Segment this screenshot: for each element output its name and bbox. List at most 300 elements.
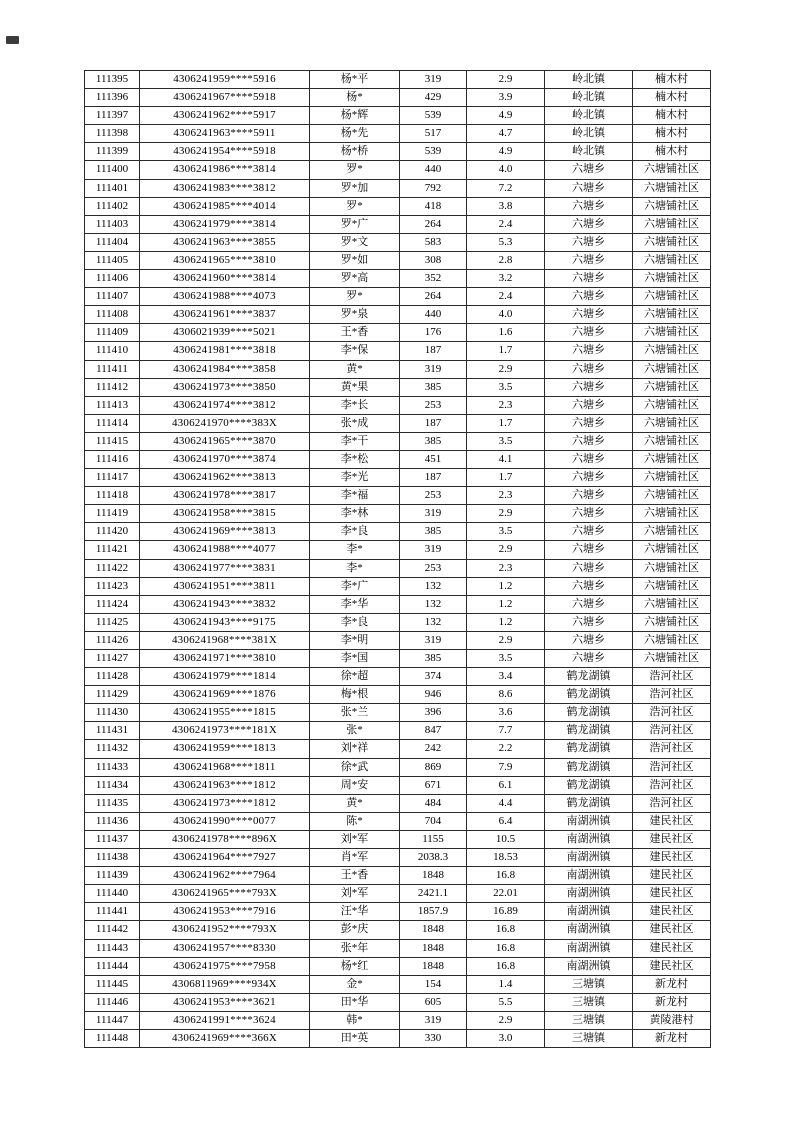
cell-name: 李* — [310, 541, 400, 559]
cell-name: 李*长 — [310, 396, 400, 414]
cell-name: 罗*如 — [310, 251, 400, 269]
cell-id-number: 4306241979****1814 — [140, 668, 310, 686]
table-row — [85, 722, 711, 740]
cell-amount: 319 — [400, 1011, 467, 1029]
cell-id-number: 4306241962****7964 — [140, 867, 310, 885]
table-row — [85, 505, 711, 523]
cell-town: 鹤龙湖镇 — [545, 686, 633, 704]
cell-serial-number: 111399 — [85, 143, 140, 161]
cell-town: 六塘乡 — [545, 288, 633, 306]
cell-rate: 4.4 — [467, 794, 545, 812]
cell-village: 六塘铺社区 — [633, 541, 711, 559]
cell-serial-number: 111423 — [85, 577, 140, 595]
cell-serial-number: 111448 — [85, 1029, 140, 1047]
cell-town: 鹤龙湖镇 — [545, 776, 633, 794]
cell-id-number: 4306241984****3858 — [140, 360, 310, 378]
cell-id-number: 4306241943****9175 — [140, 613, 310, 631]
cell-village: 六塘铺社区 — [633, 342, 711, 360]
cell-town: 六塘乡 — [545, 469, 633, 487]
cell-rate: 3.5 — [467, 432, 545, 450]
cell-village: 建民社区 — [633, 939, 711, 957]
cell-rate: 2.9 — [467, 631, 545, 649]
cell-rate: 3.5 — [467, 650, 545, 668]
cell-town: 南湖洲镇 — [545, 867, 633, 885]
cell-id-number: 4306241978****896X — [140, 830, 310, 848]
cell-serial-number: 111422 — [85, 559, 140, 577]
cell-town: 南湖洲镇 — [545, 885, 633, 903]
cell-town: 鹤龙湖镇 — [545, 722, 633, 740]
cell-name: 罗*高 — [310, 270, 400, 288]
cell-name: 韩* — [310, 1011, 400, 1029]
cell-serial-number: 111417 — [85, 469, 140, 487]
cell-id-number: 4306241954****5918 — [140, 143, 310, 161]
cell-serial-number: 111397 — [85, 107, 140, 125]
cell-town: 六塘乡 — [545, 523, 633, 541]
records-table-body — [85, 71, 711, 1048]
table-row — [85, 89, 711, 107]
table-row — [85, 396, 711, 414]
cell-rate: 8.6 — [467, 686, 545, 704]
cell-serial-number: 111436 — [85, 812, 140, 830]
cell-amount: 869 — [400, 758, 467, 776]
cell-rate: 2.3 — [467, 559, 545, 577]
cell-amount: 539 — [400, 143, 467, 161]
cell-id-number: 4306241965****3810 — [140, 251, 310, 269]
cell-serial-number: 111431 — [85, 722, 140, 740]
cell-name: 彭*庆 — [310, 921, 400, 939]
cell-id-number: 4306241963****3855 — [140, 233, 310, 251]
cell-rate: 3.5 — [467, 523, 545, 541]
cell-village: 六塘铺社区 — [633, 251, 711, 269]
cell-village: 建民社区 — [633, 849, 711, 867]
cell-rate: 4.9 — [467, 107, 545, 125]
cell-amount: 2421.1 — [400, 885, 467, 903]
cell-id-number: 4306241968****1811 — [140, 758, 310, 776]
cell-town: 六塘乡 — [545, 505, 633, 523]
cell-name: 张*兰 — [310, 704, 400, 722]
table-row — [85, 197, 711, 215]
cell-village: 六塘铺社区 — [633, 414, 711, 432]
cell-village: 建民社区 — [633, 957, 711, 975]
cell-name: 李*良 — [310, 523, 400, 541]
table-row — [85, 270, 711, 288]
table-row — [85, 740, 711, 758]
cell-village: 建民社区 — [633, 867, 711, 885]
cell-village: 建民社区 — [633, 921, 711, 939]
table-row — [85, 324, 711, 342]
cell-id-number: 4306241965****793X — [140, 885, 310, 903]
table-row — [85, 957, 711, 975]
cell-village: 新龙村 — [633, 975, 711, 993]
cell-amount: 319 — [400, 541, 467, 559]
cell-serial-number: 111441 — [85, 903, 140, 921]
cell-village: 六塘铺社区 — [633, 179, 711, 197]
cell-rate: 22.01 — [467, 885, 545, 903]
cell-village: 新龙村 — [633, 993, 711, 1011]
cell-town: 鹤龙湖镇 — [545, 704, 633, 722]
cell-amount: 330 — [400, 1029, 467, 1047]
cell-name: 李*光 — [310, 469, 400, 487]
cell-id-number: 4306241965****3870 — [140, 432, 310, 450]
table-row — [85, 867, 711, 885]
cell-town: 六塘乡 — [545, 324, 633, 342]
cell-town: 三塘镇 — [545, 975, 633, 993]
table-row — [85, 758, 711, 776]
cell-rate: 10.5 — [467, 830, 545, 848]
cell-village: 黄陵港村 — [633, 1011, 711, 1029]
table-row — [85, 233, 711, 251]
cell-village: 楠木村 — [633, 125, 711, 143]
cell-amount: 396 — [400, 704, 467, 722]
cell-rate: 1.2 — [467, 595, 545, 613]
cell-village: 六塘铺社区 — [633, 197, 711, 215]
cell-amount: 187 — [400, 469, 467, 487]
cell-rate: 2.3 — [467, 487, 545, 505]
cell-amount: 484 — [400, 794, 467, 812]
cell-rate: 2.8 — [467, 251, 545, 269]
cell-rate: 4.0 — [467, 161, 545, 179]
cell-amount: 187 — [400, 342, 467, 360]
cell-town: 六塘乡 — [545, 631, 633, 649]
cell-village: 六塘铺社区 — [633, 505, 711, 523]
cell-rate: 2.9 — [467, 505, 545, 523]
cell-village: 楠木村 — [633, 143, 711, 161]
cell-id-number: 4306241979****3814 — [140, 215, 310, 233]
table-row — [85, 450, 711, 468]
cell-village: 六塘铺社区 — [633, 360, 711, 378]
cell-id-number: 4306241967****5918 — [140, 89, 310, 107]
cell-id-number: 4306241969****366X — [140, 1029, 310, 1047]
cell-town: 六塘乡 — [545, 179, 633, 197]
cell-town: 六塘乡 — [545, 251, 633, 269]
cell-id-number: 4306241943****3832 — [140, 595, 310, 613]
table-row — [85, 107, 711, 125]
cell-rate: 5.3 — [467, 233, 545, 251]
cell-serial-number: 111439 — [85, 867, 140, 885]
table-row — [85, 215, 711, 233]
cell-id-number: 4306241963****5911 — [140, 125, 310, 143]
cell-id-number: 4306241969****3813 — [140, 523, 310, 541]
cell-amount: 253 — [400, 487, 467, 505]
cell-rate: 3.8 — [467, 197, 545, 215]
cell-serial-number: 111424 — [85, 595, 140, 613]
cell-name: 金* — [310, 975, 400, 993]
cell-id-number: 4306241959****1813 — [140, 740, 310, 758]
cell-town: 鹤龙湖镇 — [545, 794, 633, 812]
cell-village: 六塘铺社区 — [633, 215, 711, 233]
cell-id-number: 4306241970****3874 — [140, 450, 310, 468]
cell-town: 六塘乡 — [545, 613, 633, 631]
cell-village: 建民社区 — [633, 830, 711, 848]
cell-name: 李*国 — [310, 650, 400, 668]
cell-serial-number: 111429 — [85, 686, 140, 704]
cell-serial-number: 111426 — [85, 631, 140, 649]
cell-serial-number: 111443 — [85, 939, 140, 957]
cell-id-number: 4306241973****3850 — [140, 378, 310, 396]
cell-village: 建民社区 — [633, 885, 711, 903]
cell-name: 罗*文 — [310, 233, 400, 251]
cell-id-number: 4306241968****381X — [140, 631, 310, 649]
table-row — [85, 559, 711, 577]
cell-name: 罗* — [310, 288, 400, 306]
cell-name: 黄*果 — [310, 378, 400, 396]
cell-id-number: 4306241981****3818 — [140, 342, 310, 360]
cell-town: 六塘乡 — [545, 432, 633, 450]
cell-town: 六塘乡 — [545, 342, 633, 360]
table-row — [85, 921, 711, 939]
cell-amount: 264 — [400, 288, 467, 306]
cell-rate: 2.2 — [467, 740, 545, 758]
cell-rate: 4.0 — [467, 306, 545, 324]
table-row — [85, 342, 711, 360]
table-row — [85, 1029, 711, 1047]
cell-amount: 583 — [400, 233, 467, 251]
cell-id-number: 4306021939****5021 — [140, 324, 310, 342]
cell-id-number: 4306241974****3812 — [140, 396, 310, 414]
cell-serial-number: 111437 — [85, 830, 140, 848]
cell-id-number: 4306241986****3814 — [140, 161, 310, 179]
cell-amount: 1848 — [400, 939, 467, 957]
cell-amount: 539 — [400, 107, 467, 125]
cell-id-number: 4306241970****383X — [140, 414, 310, 432]
table-row — [85, 378, 711, 396]
cell-rate: 7.2 — [467, 179, 545, 197]
cell-amount: 1848 — [400, 867, 467, 885]
cell-serial-number: 111430 — [85, 704, 140, 722]
cell-amount: 385 — [400, 523, 467, 541]
cell-id-number: 4306241963****1812 — [140, 776, 310, 794]
cell-name: 李*华 — [310, 595, 400, 613]
cell-town: 六塘乡 — [545, 306, 633, 324]
cell-village: 浩河社区 — [633, 704, 711, 722]
table-row — [85, 613, 711, 631]
cell-name: 杨*平 — [310, 71, 400, 89]
cell-name: 黄* — [310, 360, 400, 378]
cell-town: 岭北镇 — [545, 143, 633, 161]
cell-town: 南湖洲镇 — [545, 921, 633, 939]
cell-id-number: 4306241951****3811 — [140, 577, 310, 595]
cell-amount: 1848 — [400, 921, 467, 939]
cell-town: 南湖洲镇 — [545, 830, 633, 848]
cell-village: 浩河社区 — [633, 668, 711, 686]
table-row — [85, 306, 711, 324]
cell-rate: 2.3 — [467, 396, 545, 414]
cell-amount: 176 — [400, 324, 467, 342]
cell-amount: 319 — [400, 360, 467, 378]
cell-id-number: 4306241962****5917 — [140, 107, 310, 125]
cell-amount: 385 — [400, 650, 467, 668]
table-row — [85, 704, 711, 722]
cell-id-number: 4306241953****7916 — [140, 903, 310, 921]
cell-rate: 7.9 — [467, 758, 545, 776]
cell-serial-number: 111438 — [85, 849, 140, 867]
cell-town: 六塘乡 — [545, 270, 633, 288]
cell-name: 肖*军 — [310, 849, 400, 867]
cell-amount: 253 — [400, 396, 467, 414]
cell-name: 徐*超 — [310, 668, 400, 686]
table-row — [85, 288, 711, 306]
cell-name: 李*良 — [310, 613, 400, 631]
cell-town: 六塘乡 — [545, 378, 633, 396]
cell-amount: 242 — [400, 740, 467, 758]
cell-id-number: 4306241978****3817 — [140, 487, 310, 505]
cell-village: 新龙村 — [633, 1029, 711, 1047]
cell-rate: 1.6 — [467, 324, 545, 342]
cell-village: 六塘铺社区 — [633, 396, 711, 414]
cell-name: 罗* — [310, 161, 400, 179]
cell-rate: 4.1 — [467, 450, 545, 468]
cell-serial-number: 111395 — [85, 71, 140, 89]
cell-name: 张* — [310, 722, 400, 740]
cell-village: 楠木村 — [633, 107, 711, 125]
cell-serial-number: 111409 — [85, 324, 140, 342]
cell-rate: 6.1 — [467, 776, 545, 794]
cell-id-number: 4306241958****3815 — [140, 505, 310, 523]
cell-amount: 308 — [400, 251, 467, 269]
cell-rate: 16.8 — [467, 957, 545, 975]
cell-amount: 253 — [400, 559, 467, 577]
cell-name: 罗* — [310, 197, 400, 215]
cell-name: 李*干 — [310, 432, 400, 450]
cell-village: 浩河社区 — [633, 794, 711, 812]
table-row — [85, 631, 711, 649]
cell-serial-number: 111407 — [85, 288, 140, 306]
cell-rate: 1.7 — [467, 414, 545, 432]
table-row — [85, 650, 711, 668]
cell-name: 罗*广 — [310, 215, 400, 233]
table-row — [85, 686, 711, 704]
cell-id-number: 4306241971****3810 — [140, 650, 310, 668]
cell-id-number: 4306241983****3812 — [140, 179, 310, 197]
cell-id-number: 4306241988****4073 — [140, 288, 310, 306]
cell-serial-number: 111416 — [85, 450, 140, 468]
cell-amount: 385 — [400, 378, 467, 396]
cell-serial-number: 111405 — [85, 251, 140, 269]
cell-village: 六塘铺社区 — [633, 270, 711, 288]
cell-amount: 319 — [400, 631, 467, 649]
table-row — [85, 577, 711, 595]
cell-name: 徐*武 — [310, 758, 400, 776]
cell-town: 六塘乡 — [545, 414, 633, 432]
table-row — [85, 125, 711, 143]
cell-serial-number: 111419 — [85, 505, 140, 523]
cell-id-number: 4306241990****0077 — [140, 812, 310, 830]
table-row — [85, 71, 711, 89]
cell-serial-number: 111401 — [85, 179, 140, 197]
cell-serial-number: 111408 — [85, 306, 140, 324]
cell-name: 王*香 — [310, 867, 400, 885]
cell-town: 鹤龙湖镇 — [545, 740, 633, 758]
table-row — [85, 143, 711, 161]
cell-rate: 7.7 — [467, 722, 545, 740]
cell-town: 六塘乡 — [545, 197, 633, 215]
table-row — [85, 469, 711, 487]
cell-id-number: 4306811969****934X — [140, 975, 310, 993]
table-row — [85, 432, 711, 450]
cell-amount: 187 — [400, 414, 467, 432]
cell-village: 六塘铺社区 — [633, 378, 711, 396]
cell-amount: 1848 — [400, 957, 467, 975]
cell-name: 李*林 — [310, 505, 400, 523]
table-row — [85, 903, 711, 921]
cell-town: 三塘镇 — [545, 1029, 633, 1047]
cell-rate: 1.2 — [467, 577, 545, 595]
table-row — [85, 487, 711, 505]
cell-name: 陈* — [310, 812, 400, 830]
cell-serial-number: 111412 — [85, 378, 140, 396]
cell-town: 六塘乡 — [545, 396, 633, 414]
cell-serial-number: 111435 — [85, 794, 140, 812]
cell-town: 六塘乡 — [545, 541, 633, 559]
cell-amount: 374 — [400, 668, 467, 686]
cell-name: 张*年 — [310, 939, 400, 957]
cell-id-number: 4306241961****3837 — [140, 306, 310, 324]
cell-id-number: 4306241955****1815 — [140, 704, 310, 722]
cell-amount: 440 — [400, 161, 467, 179]
cell-serial-number: 111446 — [85, 993, 140, 1011]
cell-name: 梅*根 — [310, 686, 400, 704]
cell-name: 杨*先 — [310, 125, 400, 143]
cell-amount: 792 — [400, 179, 467, 197]
cell-serial-number: 111402 — [85, 197, 140, 215]
cell-name: 罗*泉 — [310, 306, 400, 324]
cell-town: 六塘乡 — [545, 650, 633, 668]
cell-rate: 2.9 — [467, 541, 545, 559]
cell-village: 六塘铺社区 — [633, 559, 711, 577]
cell-serial-number: 111420 — [85, 523, 140, 541]
cell-name: 李*松 — [310, 450, 400, 468]
cell-town: 南湖洲镇 — [545, 939, 633, 957]
cell-town: 六塘乡 — [545, 161, 633, 179]
cell-village: 浩河社区 — [633, 686, 711, 704]
cell-amount: 2038.3 — [400, 849, 467, 867]
cell-town: 鹤龙湖镇 — [545, 668, 633, 686]
cell-id-number: 4306241988****4077 — [140, 541, 310, 559]
cell-amount: 1857.9 — [400, 903, 467, 921]
cell-serial-number: 111440 — [85, 885, 140, 903]
cell-village: 建民社区 — [633, 903, 711, 921]
cell-town: 六塘乡 — [545, 595, 633, 613]
cell-rate: 1.4 — [467, 975, 545, 993]
table-row — [85, 993, 711, 1011]
cell-amount: 132 — [400, 577, 467, 595]
cell-rate: 5.5 — [467, 993, 545, 1011]
cell-serial-number: 111447 — [85, 1011, 140, 1029]
cell-village: 六塘铺社区 — [633, 613, 711, 631]
cell-id-number: 4306241973****181X — [140, 722, 310, 740]
cell-amount: 132 — [400, 595, 467, 613]
cell-town: 南湖洲镇 — [545, 903, 633, 921]
cell-town: 六塘乡 — [545, 215, 633, 233]
cell-amount: 352 — [400, 270, 467, 288]
cell-village: 六塘铺社区 — [633, 577, 711, 595]
cell-town: 岭北镇 — [545, 125, 633, 143]
table-row — [85, 523, 711, 541]
cell-serial-number: 111403 — [85, 215, 140, 233]
cell-name: 杨*桥 — [310, 143, 400, 161]
cell-id-number: 4306241975****7958 — [140, 957, 310, 975]
cell-village: 六塘铺社区 — [633, 324, 711, 342]
table-row — [85, 812, 711, 830]
cell-rate: 4.9 — [467, 143, 545, 161]
table-row — [85, 1011, 711, 1029]
cell-amount: 319 — [400, 505, 467, 523]
cell-rate: 2.9 — [467, 71, 545, 89]
cell-serial-number: 111415 — [85, 432, 140, 450]
table-row — [85, 360, 711, 378]
cell-village: 建民社区 — [633, 812, 711, 830]
cell-name: 杨*辉 — [310, 107, 400, 125]
